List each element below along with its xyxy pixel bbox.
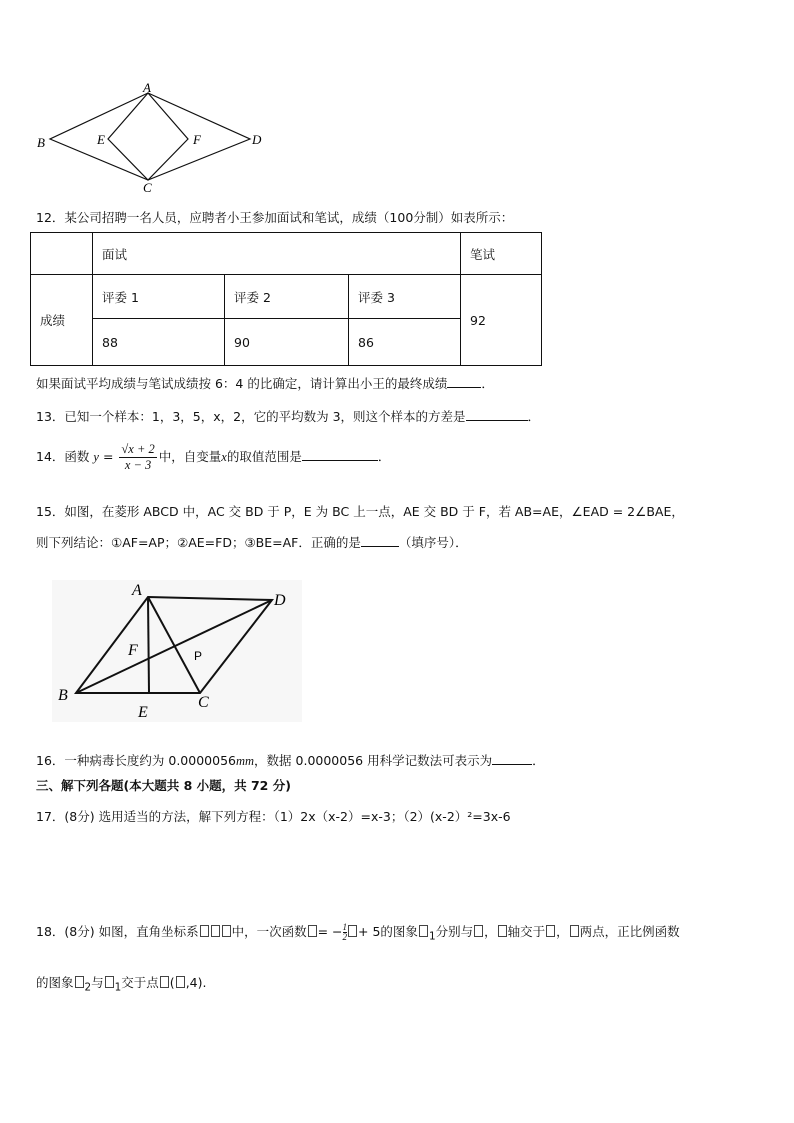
label-A: A [132,582,142,599]
answer-blank [466,408,528,421]
label-D: D [252,132,262,147]
judge-2: 评委 2 [225,275,349,319]
outer-rhombus [50,93,250,180]
label-F: F [193,132,201,147]
label-B: B [58,687,68,704]
function-fraction: $\frac{√x + 2}{x - 3}$ [121,442,155,472]
judge-3: 评委 3 [349,275,461,319]
answer-blank [361,534,399,547]
figure-rhombus-abcd [52,580,302,722]
score-judge-2: 90 [225,319,349,366]
answer-blank [302,448,378,461]
q15-line2: 则下列结论：①AF=AP；②AE=FD；③BE=AF．正确的是 （填序号）． [36,535,468,550]
header-interview: 面试 [93,233,461,275]
q14: 14．函数 y = $\frac{√x + 2}{x - 3}$ 中，自变量x的取值范围是 ． [36,442,391,472]
label-C: C [198,694,209,711]
table-empty-cell [31,233,93,275]
label-D: D [274,592,286,609]
q16: 16．一种病毒长度约为 0.0000056mm，数据 0.0000056 用科学记数法可表示为 ． [36,753,545,768]
label-B: B [37,135,45,150]
segment-ae [148,597,149,693]
label-E: E [138,704,148,721]
label-C: C [143,180,152,194]
score-judge-1: 88 [93,319,225,366]
q17: 17．(8分) 选用适当的方法，解下列方程：（1）2x（x-2）=x-3；（2）(x-2）²=3x-6 [36,809,511,824]
answer-blank [492,752,532,765]
score-table [30,232,542,366]
judge-1: 评委 1 [93,275,225,319]
q18-line2: 的图象 $_2$与 $_1$交于点 ( ,4). [36,975,207,994]
header-written: 笔试 [461,233,542,275]
score-judge-3: 86 [349,319,461,366]
answer-blank [447,375,481,388]
label-P: P [194,649,203,663]
label-E: E [97,132,105,147]
label-F: F [128,642,138,659]
row-label-score: 成绩 [31,275,93,366]
q13: 13．已知一个样本：1，3，5，x，2，它的平均数为 3，则这个样本的方差是 ． [36,409,541,424]
label-A: A [143,82,151,95]
q15-line1: 15．如图，在菱形 ABCD 中，AC 交 BD 于 P，E 为 BC 上一点，AE 交 BD 于 F，若 AB=AE，∠EAD = 2∠BAE， [36,504,684,519]
q12-question: 如果面试平均成绩与笔试成绩按 6：4 的比确定，请计算出小王的最终成绩 ． [36,376,494,391]
figure-quadrilateral-abcd [30,82,270,194]
written-score: 92 [461,275,542,366]
section-3-title: 三、解下列各题(本大题共 8 小题，共 72 分) [36,778,291,793]
q12-text: 12．某公司招聘一名人员，应聘者小王参加面试和笔试，成绩（100分制）如表所示： [36,210,514,225]
fraction-one-half: $\frac{1}{2}$ [342,922,348,942]
q18-line1: 18．(8分) 如图，直角坐标系 中，一次函数 = − $\frac{1}{2} + 5$的图象 $_1$分别与 ， 轴交于 ， 两点，正比例函数 [36,922,680,943]
